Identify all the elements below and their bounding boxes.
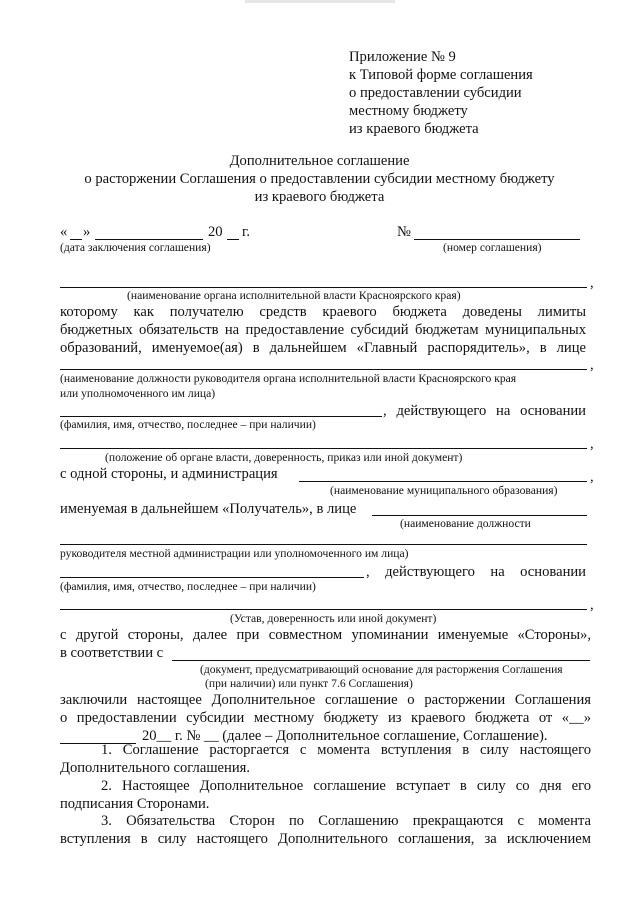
doc-caption-2: (при наличии) или пункт 7.6 Соглашения)	[205, 677, 413, 690]
position-caption-1: (наименование должности руководителя органа исполнительной власти Красноярского края	[60, 372, 517, 385]
charter-blank	[60, 609, 587, 610]
position-caption-3: (наименование должности	[400, 517, 531, 530]
comma: ,	[590, 436, 594, 452]
item3-line-1: 3. Обязательства Сторон по Соглашению прекращаются с момента	[101, 813, 591, 829]
agreement-number-blank	[414, 239, 580, 240]
date-year: 20	[208, 224, 223, 240]
para1-line-2: бюджетных обязательств на предоставление субсидий бюджетам муниципальных	[60, 322, 586, 338]
doc-caption-1: (документ, предусматривающий основание для расторжения Соглашения	[200, 663, 563, 676]
title-line-1: Дополнительное соглашение	[229, 153, 410, 169]
comma: ,	[590, 469, 594, 485]
date-quote-close: »	[83, 224, 91, 240]
position-caption-2: или уполномоченного им лица)	[60, 387, 216, 400]
basis-document-blank	[60, 448, 587, 449]
fio-caption: (фамилия, имя, отчество, последнее – при наличии)	[60, 418, 316, 431]
comma: ,	[590, 275, 594, 291]
title-line-3: из краевого бюджета	[254, 189, 385, 205]
one-side-text: с одной стороны, и администрация	[60, 466, 278, 482]
municipality-blank	[299, 481, 587, 482]
recipient-position-blank	[372, 515, 587, 516]
municipality-caption: (наименование муниципального образования)	[330, 484, 558, 497]
appendix-line-3: о предоставлении субсидии	[349, 85, 522, 101]
concluded-line-2: о предоставлении субсидии местному бюджету из краевого бюджета от «__»	[60, 710, 591, 726]
fio-blank-2	[60, 577, 364, 578]
date-year-blank	[227, 239, 239, 240]
appendix-line-5: из краевого бюджета	[349, 121, 479, 137]
concluded-line-3: 20__ г. № __ (далее – Дополнительное соглашение, Соглашение).	[142, 728, 548, 744]
date-suffix: г.	[242, 224, 250, 240]
date-caption: (дата заключения соглашения)	[60, 241, 211, 254]
head-caption: руководителя местной администрации или уполномоченного им лица)	[60, 547, 409, 560]
fio-blank	[60, 416, 382, 417]
in-accordance-text: в соответствии с	[60, 645, 164, 661]
item2-line-2: подписания Сторонами.	[60, 796, 210, 812]
fio-caption-2: (фамилия, имя, отчество, последнее – при наличии)	[60, 580, 316, 593]
authority-name-blank	[60, 287, 587, 288]
title-line-2: о расторжении Соглашения о предоставлении субсидии местному бюджету	[84, 171, 555, 187]
para1-line-1: которому как получателю средств краевого бюджета доведены лимиты	[60, 304, 586, 320]
date-quote-open: «	[60, 224, 68, 240]
appendix-line-1: Приложение № 9	[349, 49, 456, 65]
charter-caption: (Устав, доверенность или иной документ)	[230, 612, 437, 625]
concluded-line-1: заключили настоящее Дополнительное соглашение о расторжении Соглашения	[60, 692, 591, 708]
para1-line-3: образований, именуемое(ая) в дальнейшем «Главный распорядитель», в лице	[60, 340, 586, 356]
head-position-blank	[60, 369, 587, 370]
comma: ,	[590, 357, 594, 373]
authority-caption: (наименование органа исполнительной власти Красноярского края)	[127, 289, 461, 302]
item1-line-1: 1. Соглашение расторгается с момента вступления в силу настоящего	[101, 742, 591, 758]
head-admin-blank	[60, 544, 587, 545]
appendix-line-4: местному бюджету	[349, 103, 468, 119]
date-month-blank	[95, 239, 203, 240]
appendix-line-2: к Типовой форме соглашения	[349, 67, 533, 83]
basis-caption: (положение об органе власти, доверенность, приказ или иной документ)	[105, 451, 463, 464]
date-day-blank	[70, 239, 82, 240]
item1-line-2: Дополнительного соглашения.	[60, 760, 251, 776]
scan-artifact	[245, 0, 395, 3]
item3-line-2: вступления в силу настоящего Дополнительного соглашения, за исключением	[60, 831, 591, 847]
number-sign: №	[397, 224, 411, 240]
other-side-text: с другой стороны, далее при совместном упоминании именуемые «Стороны»,	[60, 627, 591, 643]
recipient-text: именуемая в дальнейшем «Получатель», в лице	[60, 501, 357, 517]
acting-basis-text: , действующего на основании	[383, 403, 586, 419]
termination-basis-blank	[172, 660, 590, 661]
number-caption: (номер соглашения)	[443, 241, 542, 254]
item2-line-1: 2. Настоящее Дополнительное соглашение вступает в силу со дня его	[101, 778, 591, 794]
acting-basis-text-2: , действующего на основании	[366, 564, 586, 580]
comma: ,	[590, 597, 594, 613]
